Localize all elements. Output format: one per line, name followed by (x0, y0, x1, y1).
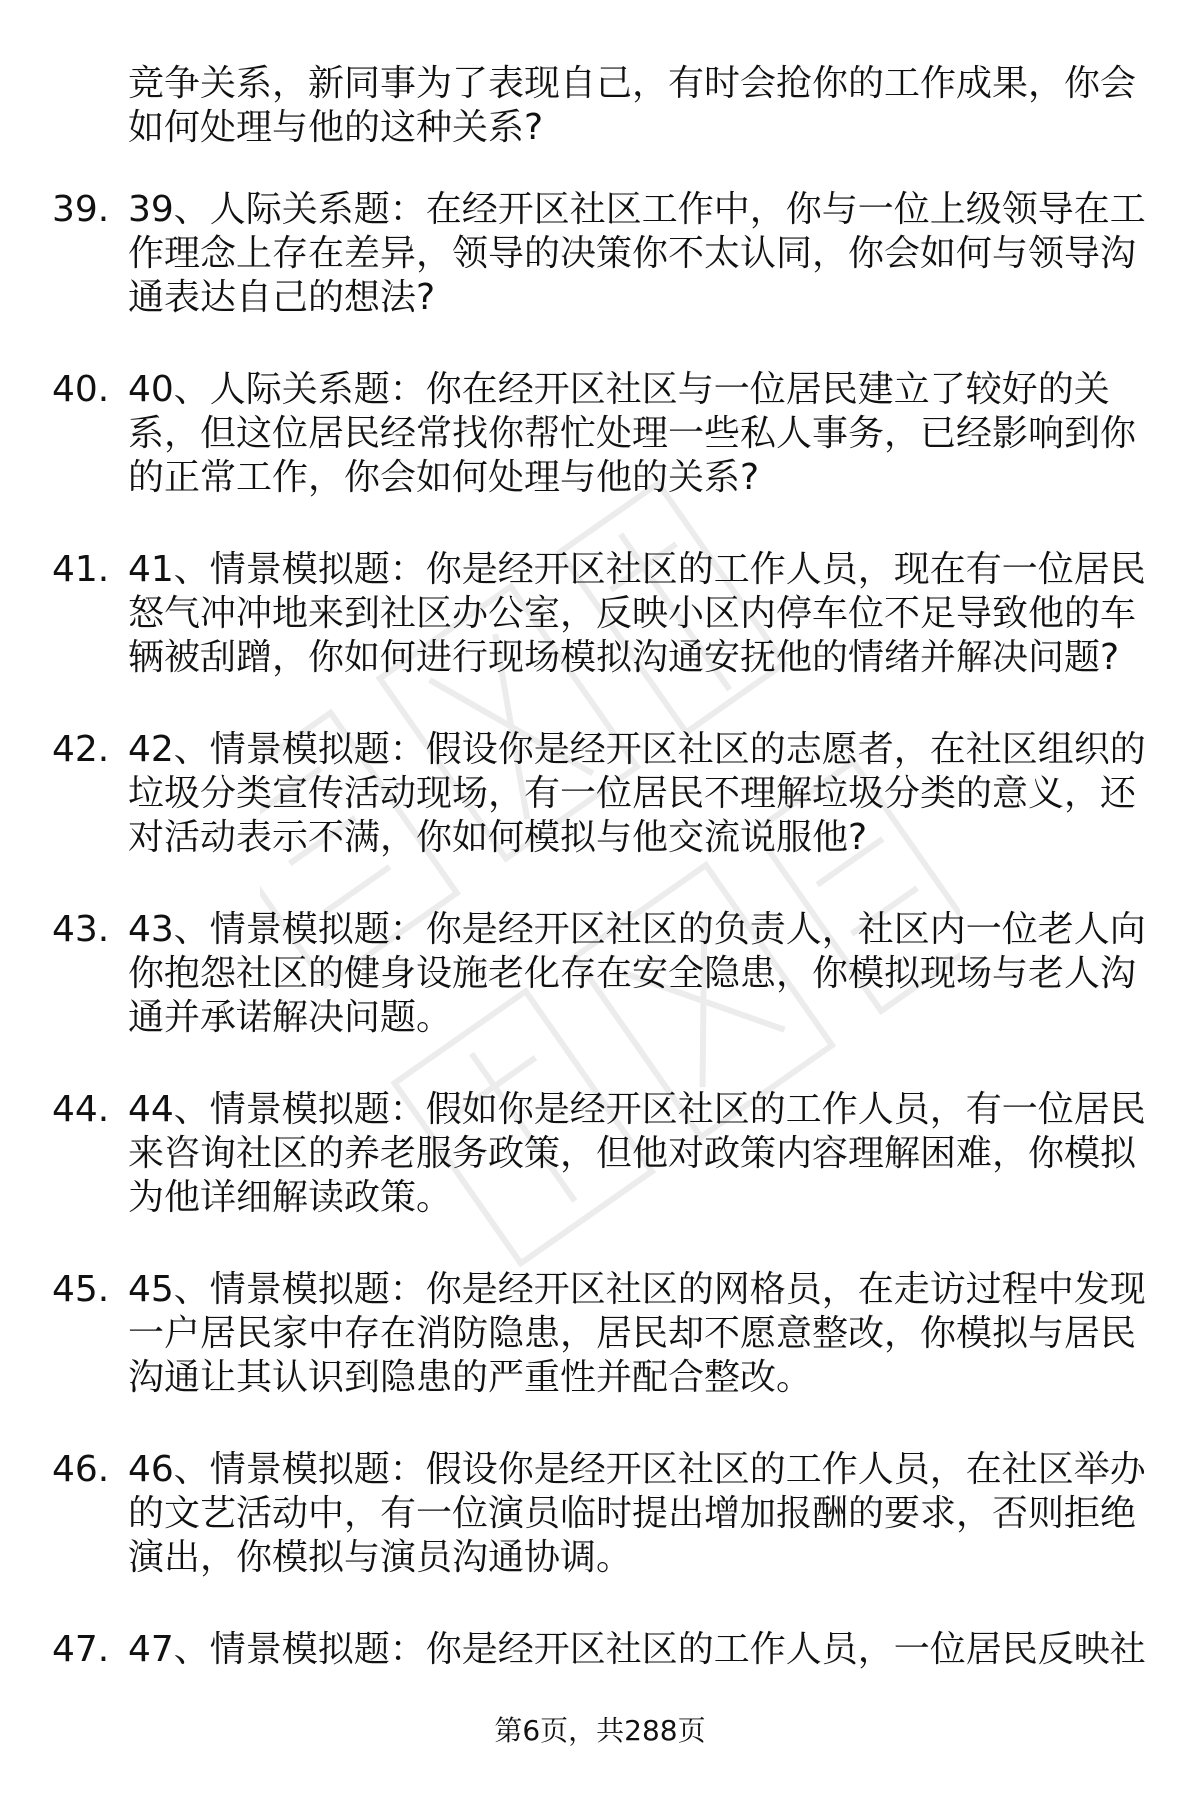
list-item (0, 728, 1200, 908)
item-number: 44. (52, 1089, 110, 1130)
item-number: 46. (52, 1449, 110, 1490)
page-footer: 第6页，共288页 (494, 1714, 706, 1747)
item-text: 40、人际关系题：你在经开区社区与一位居民建立了较好的关 系，但这位居民经常找你帮忙处理一些私人事务，已经影响到你 的正常工作，你会如何处理与他的关系? (128, 369, 1137, 498)
item-text: 43、情景模拟题：你是经开区社区的负责人，社区内一位老人向 你抱怨社区的健身设施老化存在安全隐患，你模拟现场与老人沟 通并承诺解决问题。 (128, 909, 1146, 1038)
item-text: 47、情景模拟题：你是经开区社区的工作人员，一位居民反映社 (128, 1629, 1146, 1670)
list-item (0, 1448, 1200, 1628)
item-number: 41. (52, 549, 110, 590)
item-number: 45. (52, 1269, 110, 1310)
list-item (0, 1268, 1200, 1448)
question-list (0, 188, 1200, 1808)
item-number: 47. (52, 1629, 110, 1670)
item-number: 40. (52, 369, 110, 410)
item-text: 46、情景模拟题：假设你是经开区社区的工作人员，在社区举办 的文艺活动中，有一位演员临时提出增加报酬的要求，否则拒绝 演出，你模拟与演员沟通协调。 (128, 1449, 1146, 1578)
item-number: 42. (52, 729, 110, 770)
list-item (0, 548, 1200, 728)
item-number: 39. (52, 189, 110, 230)
list-item (0, 188, 1200, 368)
item-number: 43. (52, 909, 110, 950)
item-text: 44、情景模拟题：假如你是经开区社区的工作人员，有一位居民 来咨询社区的养老服务政策，但他对政策内容理解困难，你模拟 为他详细解读政策。 (128, 1089, 1146, 1218)
item-text: 39、人际关系题：在经开区社区工作中，你与一位上级领导在工 作理念上存在差异，领导的决策你不太认同，你会如何与领导沟 通表达自己的想法? (128, 189, 1146, 318)
list-item (0, 368, 1200, 548)
item-text: 45、情景模拟题：你是经开区社区的网格员，在走访过程中发现 一户居民家中存在消防隐患，居民却不愿意整改，你模拟与居民 沟通让其认识到隐患的严重性并配合整改。 (128, 1269, 1146, 1398)
item-text: 42、情景模拟题：假设你是经开区社区的志愿者，在社区组织的 垃圾分类宣传活动现场，有一位居民不理解垃圾分类的意义，还 对活动表示不满，你如何模拟与他交流说服他? (128, 729, 1146, 858)
list-item (0, 1088, 1200, 1268)
list-item (0, 908, 1200, 1088)
item-text: 41、情景模拟题：你是经开区社区的工作人员，现在有一位居民 怒气冲冲地来到社区办公室，反映小区内停车位不足导致他的车 辆被刮蹭，你如何进行现场模拟沟通安抚他的情绪并解决问题? (128, 549, 1146, 678)
intro-paragraph: 竞争关系，新同事为了表现自己，有时会抢你的工作成果，你会 如何处理与他的这种关系? (128, 63, 1137, 148)
